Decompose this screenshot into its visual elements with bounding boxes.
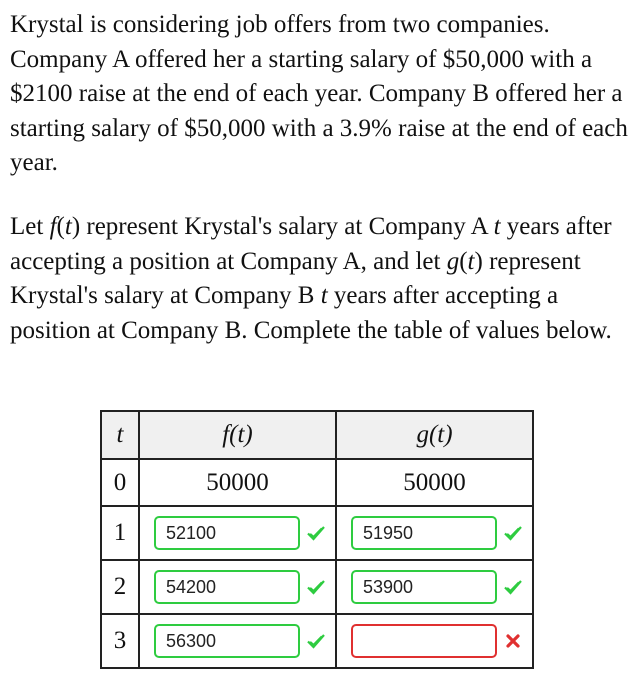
- values-table: [100, 410, 534, 669]
- cell-f: 50000: [139, 459, 336, 506]
- table-row: [101, 614, 533, 668]
- header-g: g(t): [336, 411, 533, 459]
- table-row: [101, 560, 533, 614]
- check-icon: [503, 523, 523, 543]
- header-t: t: [101, 411, 139, 459]
- answer-input-f1[interactable]: [154, 516, 300, 550]
- cell-g: [336, 506, 533, 560]
- math-f: f: [49, 213, 57, 240]
- check-icon: [503, 577, 523, 597]
- cell-f: [139, 506, 336, 560]
- table-row: [101, 506, 533, 560]
- answer-input-f3[interactable]: [154, 624, 300, 658]
- cell-f: [139, 560, 336, 614]
- answer-input-f2[interactable]: [154, 570, 300, 604]
- check-icon: [306, 577, 326, 597]
- text-segment: years after accepting a position at Company A, and let: [10, 213, 612, 275]
- answer-input-g1[interactable]: [351, 516, 497, 550]
- math-t: t: [493, 213, 501, 240]
- text-segment: represent Krystal's salary at Company B: [10, 247, 581, 309]
- text-segment: Let: [10, 213, 50, 240]
- cell-t: 3: [101, 614, 139, 668]
- text-segment: represent Krystal's salary at Company A: [80, 213, 494, 240]
- cell-g: [336, 560, 533, 614]
- answer-input-g2[interactable]: [351, 570, 497, 604]
- cell-t: 1: [101, 506, 139, 560]
- cell-t: 2: [101, 560, 139, 614]
- text-segment: years after accepting a position at Company B. Complete the table of values below.: [10, 282, 612, 344]
- cell-g: 50000: [336, 459, 533, 506]
- math-t: t: [64, 213, 72, 240]
- check-icon: [306, 523, 326, 543]
- table-row: [101, 459, 533, 506]
- answer-input-g3[interactable]: [351, 624, 497, 658]
- problem-paragraph-2: Let f(t) represent Krystal's salary at Company A t years after accepting a position at Company A, and let g(t) represent Krystal's salary at Company B t years after accepting a position at Company B. Complete the table of values below.: [10, 213, 612, 344]
- math-t: t: [467, 247, 475, 275]
- cell-t: 0: [101, 459, 139, 506]
- check-icon: [306, 631, 326, 651]
- cell-f: [139, 614, 336, 668]
- problem-paragraph-1: Krystal is considering job offers from two companies. Company A offered her a starting salary of $50,000 with a $2100 raise at the end of each year. Company B offered her a starting salary of $50,000 with a 3.9% raise at the end of each year.: [10, 11, 628, 176]
- cell-g: [336, 614, 533, 668]
- header-f: f(t): [139, 411, 336, 459]
- math-t: t: [320, 282, 328, 309]
- x-icon: [503, 631, 523, 651]
- math-g: g: [446, 247, 460, 275]
